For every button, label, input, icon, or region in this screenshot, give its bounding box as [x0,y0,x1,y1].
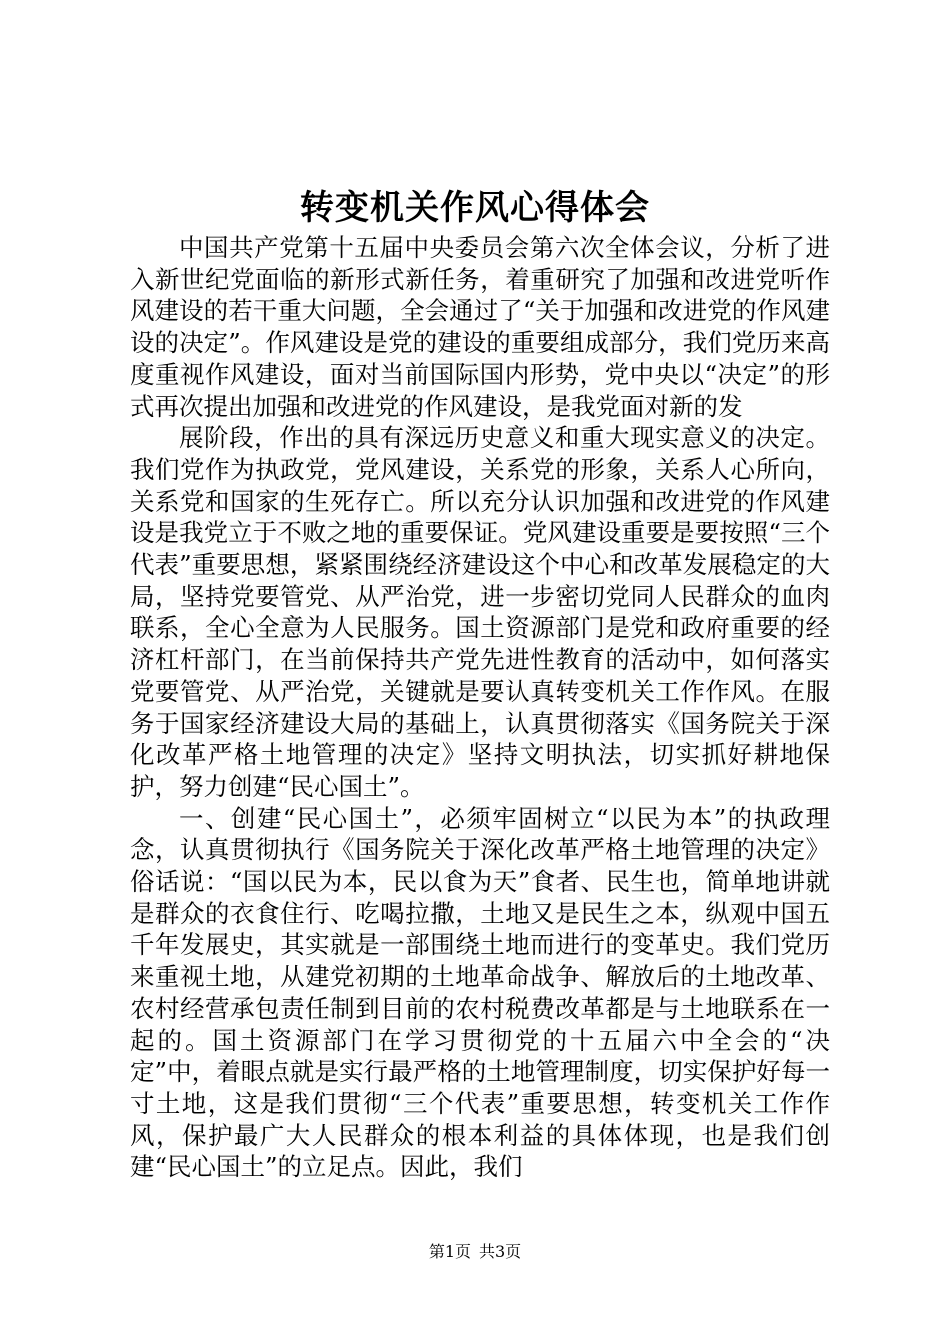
document-body [130,232,830,1183]
paragraph-2: 展阶段，作出的具有深远历史意义和重大现实意义的决定。我们党作为执政党，党风建设，关系党的形象，关系人心所向，关系党和国家的生死存亡。所以充分认识加强和改进党的作风建设是我党立于不败之地的重要保证。党风建设重要是要按照“三个代表”重要思想，紧紧围绕经济建设这个中心和改革发展稳定的大局，坚持党要管党、从严治党，进一步密切党同人民群众的血肉联系，全心全意为人民服务。国土资源部门是党和政府重要的经济杠杆部门，在当前保持共产党先进性教育的活动中，如何落实党要管党、从严治党，关键就是要认真转变机关工作作风。在服务于国家经济建设大局的基础上，认真贯彻落实《国务院关于深化改革严格土地管理的决定》坚持文明执法，切实抓好耕地保护，努力创建“民心国土”。 [130,423,830,801]
document-title: 转变机关作风心得体会 [300,188,650,228]
page-number: 第1页 [428,1242,471,1261]
paragraph-3: 一、创建“民心国土”，必须牢固树立“以民为本”的执政理念，认真贯彻执行《国务院关于深化改革严格土地管理的决定》俗话说：“国以民为本，民以食为天”食者、民生也，简单地讲就是群众的衣食住行、吃喝拉撒，土地又是民生之本，纵观中国五千年发展史，其实就是一部围绕土地而进行的变革史。我们党历来重视土地，从建党初期的土地革命战争、解放后的土地改革、农村经营承包责任制到目前的农村税费改革都是与土地联系在一起的。国土资源部门在学习贯彻党的十五届六中全会的“决定”中，着眼点就是实行最严格的土地管理制度，切实保护好每一寸土地，这是我们贯彻“三个代表”重要思想，转变机关工作作风，保护最广大人民群众的根本利益的具体体现，也是我们创建“民心国土”的立足点。因此，我们 [130,803,830,1182]
paragraph-1: 中国共产党第十五届中央委员会第六次全体会议，分析了进入新世纪党面临的新形式新任务，着重研究了加强和改进党听作风建设的若干重大问题，全会通过了“关于加强和改进党的作风建设的决定”。作风建设是党的建设的重要组成部分，我们党历来高度重视作风建设，面对当前国际国内形势，党中央以“决定”的形式再次提出加强和改进党的作风建设，是我党面对新的发 [130,233,830,421]
page-total: 共3页 [479,1242,522,1261]
page-footer [0,1240,950,1264]
